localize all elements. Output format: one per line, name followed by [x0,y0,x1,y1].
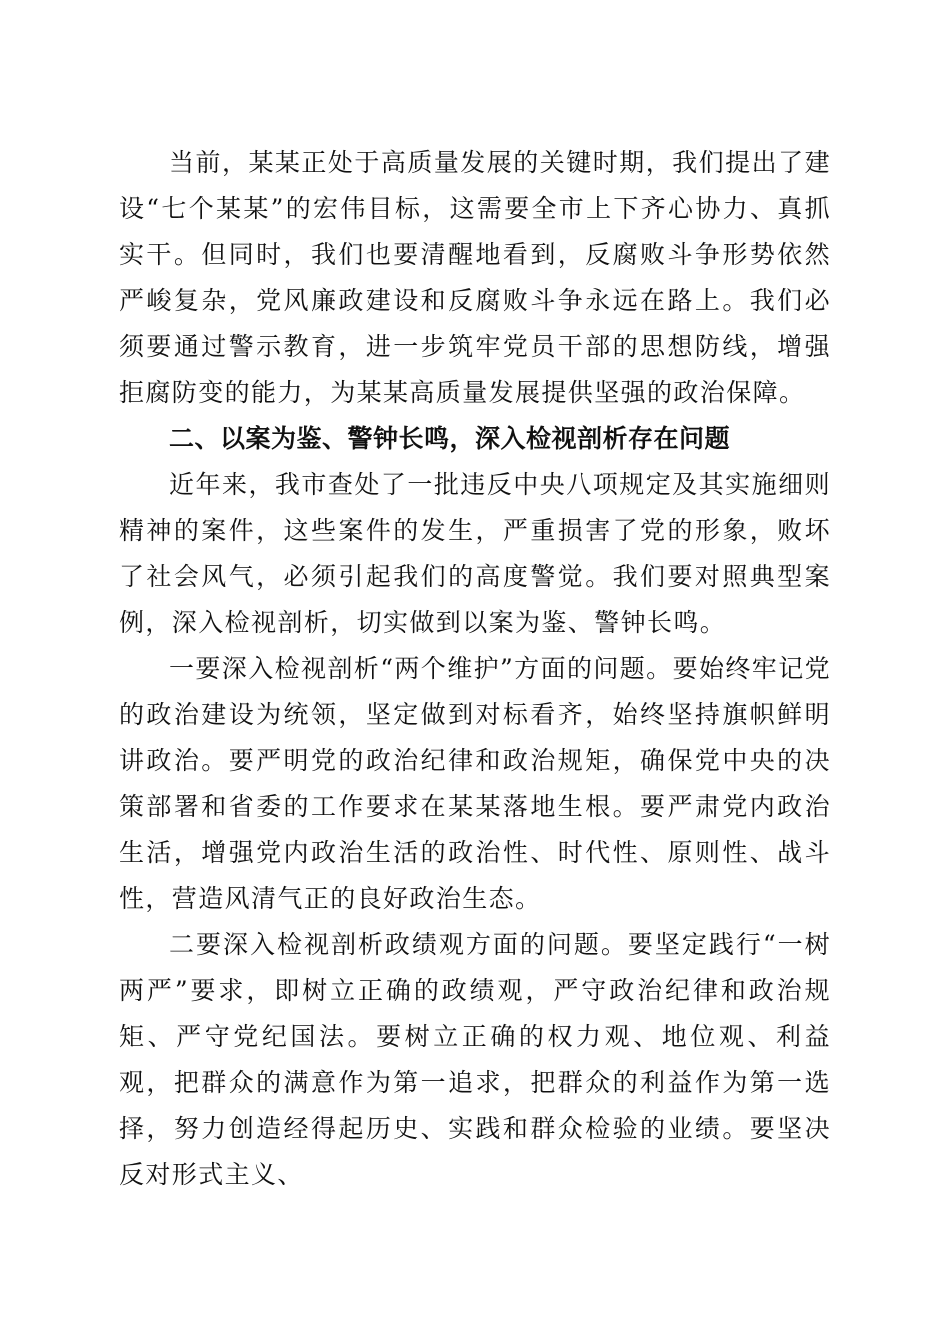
paragraph-two-safeguards: 一要深入检视剖析“两个维护”方面的问题。要始终牢记党的政治建设为统领，坚定做到对标看齐，始终坚持旗帜鲜明讲政治。要严明党的政治纪律和政治规矩，确保党中央的决策部署和省委的工作要求在某某落地生根。要严肃党内政治生活，增强党内政治生活的政治性、时代性、原则性、战斗性，营造风清气正的良好政治生态。 [119,654,831,913]
document-body [119,140,831,1198]
section-heading-two: 二、以案为鉴、警钟长鸣，深入检视剖析存在问题 [169,424,731,453]
paragraph-recent-cases: 近年来，我市查处了一批违反中央八项规定及其实施细则精神的案件，这些案件的发生，严重损害了党的形象，败坏了社会风气，必须引起我们的高度警觉。我们要对照典型案例，深入检视剖析，切实做到以案为鉴、警钟长鸣。 [119,470,831,637]
paragraph-performance-view: 二要深入检视剖析政绩观方面的问题。要坚定践行“一树两严”要求，即树立正确的政绩观，严守政治纪律和政治规矩、严守党纪国法。要树立正确的权力观、地位观、利益观，把群众的满意作为第一追求，把群众的利益作为第一选择，努力创造经得起历史、实践和群众检验的业绩。要坚决反对形式主义、 [119,930,831,1189]
paragraph-current-situation: 当前，某某正处于高质量发展的关键时期，我们提出了建设“七个某某”的宏伟目标，这需要全市上下齐心协力、真抓实干。但同时，我们也要清醒地看到，反腐败斗争形势依然严峻复杂，党风廉政建设和反腐败斗争永远在路上。我们必须要通过警示教育，进一步筑牢党员干部的思想防线，增强拒腐防变的能力，为某某高质量发展提供坚强的政治保障。 [119,148,831,407]
